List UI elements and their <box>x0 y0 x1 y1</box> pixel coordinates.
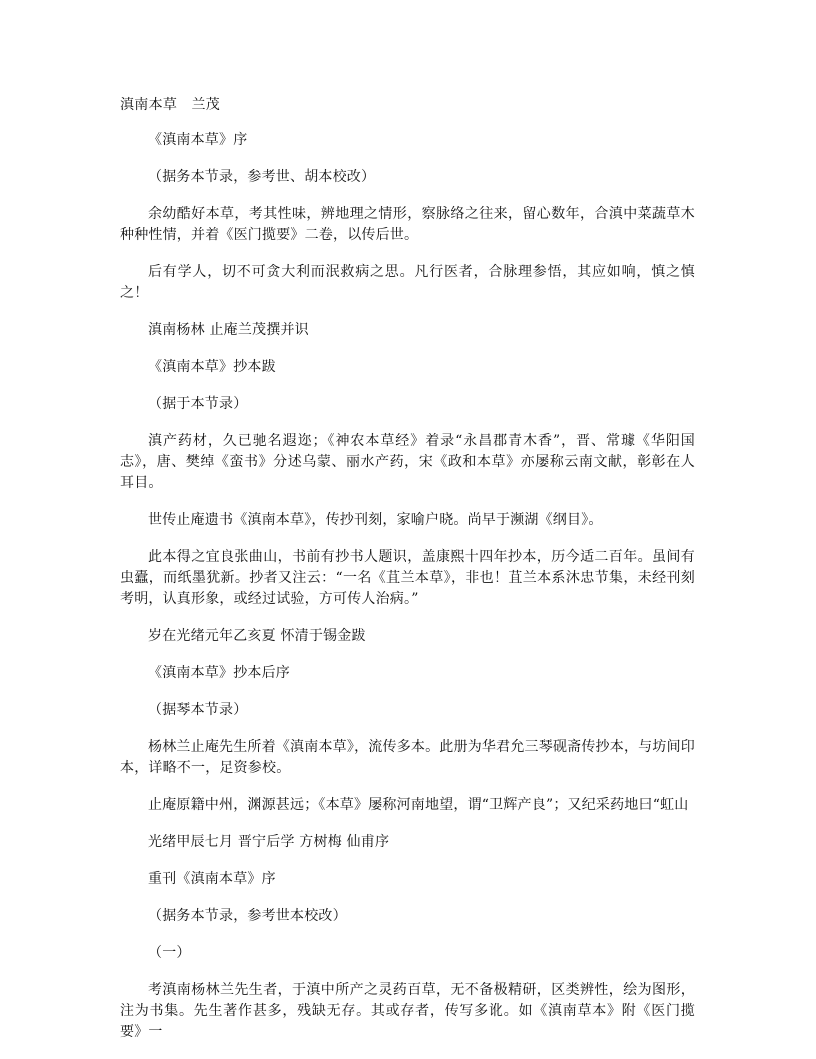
paragraph-preface-heading: 《滇南本草》序 <box>148 132 248 148</box>
paragraph: 杨林兰止庵先生所着《滇南本草》，流传多本。此册为华君允三琴砚斋传抄本，与坊间印本，详略不一，足资参校。 <box>120 739 695 776</box>
paragraph-source-note: （据琴本节录） <box>148 702 248 718</box>
paragraph: 此本得之宜良张曲山，书前有抄书人题识，盖康熙十四年抄本，历今适二百年。虽间有虫蠹，而纸墨犹新。抄者又注云：“一名《苴兰本草》，非也！苴兰本系沐忠节集，未经刊刻考明，认真形象，或经过试验，方可传人治病。” <box>120 549 695 607</box>
paragraph-source-note: （据务本节录，参考世、胡本校改） <box>148 169 376 185</box>
paragraph-section-number: （一） <box>148 945 191 961</box>
paragraph: 滇产药材，久已驰名遐迩；《神农本草经》着录“永昌郡青木香”，晋、常璩《华阳国志》，唐、樊绰《蛮书》分述乌蒙、丽水产药，宋《政和本草》亦屡称云南文献，彰彰在人耳目。 <box>120 433 695 491</box>
paragraph-signature: 滇南杨林 止庵兰茂撰并识 <box>148 322 309 338</box>
paragraph-afterword-heading: 《滇南本草》抄本后序 <box>148 665 290 681</box>
paragraph-source-note: （据务本节录，参考世本校改） <box>148 908 347 924</box>
paragraph-signature: 岁在光绪元年乙亥夏 怀清于锡金跋 <box>148 628 366 644</box>
paragraph: 余幼酷好本草，考其性味，辨地理之情形，察脉络之往来，留心数年，合滇中菜蔬草木种种性情，并着《医门揽要》二卷，以传后世。 <box>120 206 695 243</box>
paragraph: 考滇南杨林兰先生者，于滇中所产之灵药百草，无不备极精研，区类辨性，绘为图形，注为书集。先生著作甚多，残缺无存。其或存者，传写多讹。如《滇南草本》附《医门揽要》一 <box>120 982 695 1040</box>
paragraph-postscript-heading: 《滇南本草》抄本跋 <box>148 359 276 375</box>
document-title: 滇南本草 兰茂 <box>120 97 221 113</box>
paragraph-signature: 光绪甲辰七月 晋宁后学 方树梅 仙甫序 <box>148 834 390 850</box>
paragraph-source-note: （据于本节录） <box>148 396 248 412</box>
paragraph: 世传止庵遗书《滇南本草》，传抄刊刻，家喻户晓。尚早于濒湖《纲目》。 <box>148 512 603 528</box>
paragraph: 后有学人，切不可贪大利而泯救病之思。凡行医者，合脉理参悟，其应如响，慎之慎之！ <box>120 264 695 301</box>
paragraph-reprint-heading: 重刊《滇南本草》序 <box>148 871 276 887</box>
document-body <box>120 130 695 1059</box>
paragraph: 止庵原籍中州，渊源甚远；《本草》屡称河南地望，谓“卫辉产良”；又纪采药地曰“虹山 <box>148 797 689 813</box>
